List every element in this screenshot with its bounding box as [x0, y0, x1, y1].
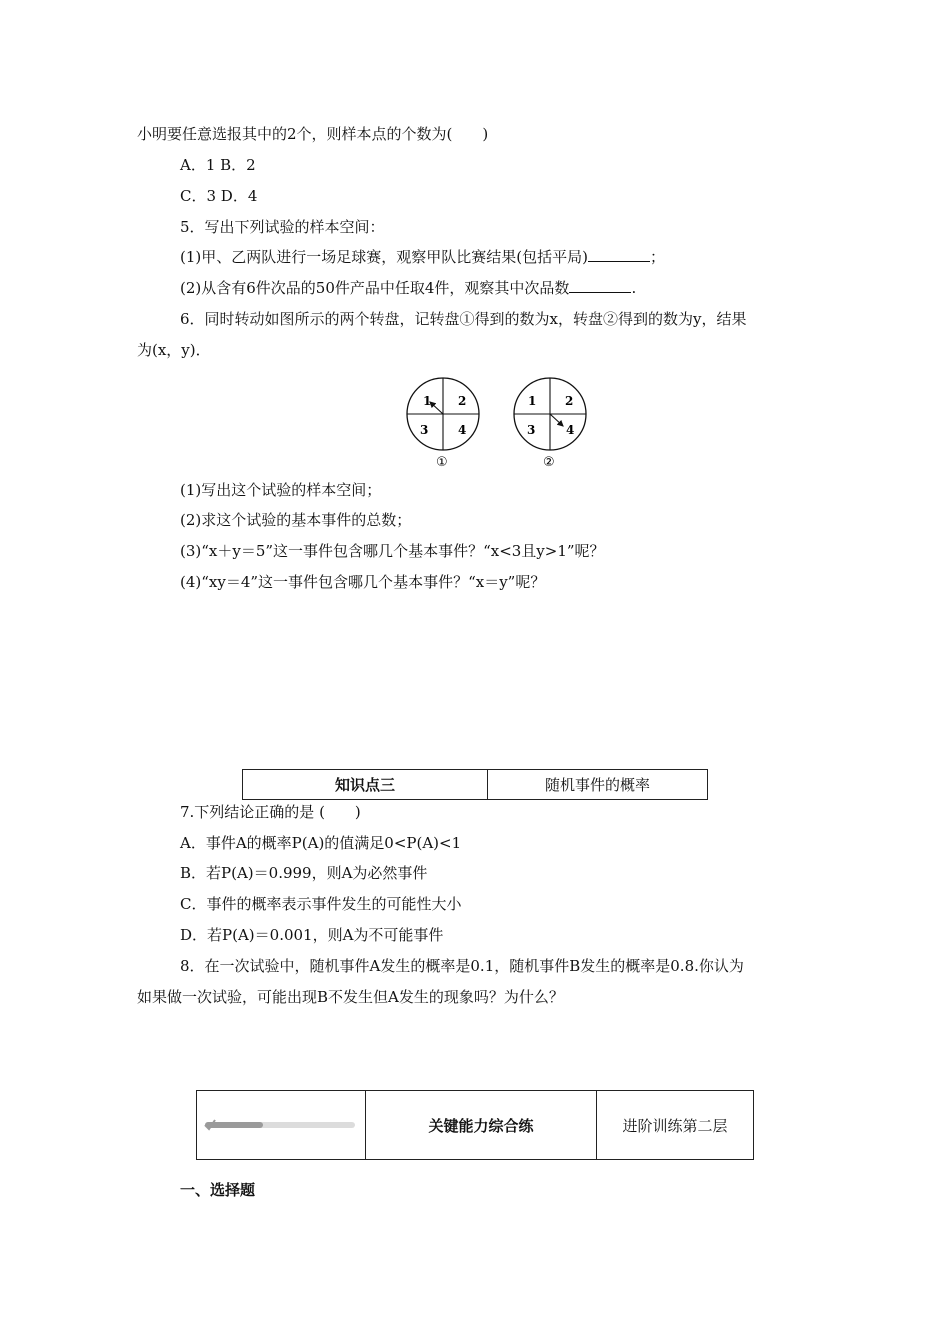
banner-title: 关键能力综合练 — [366, 1091, 597, 1160]
q5-part2-end: . — [631, 279, 637, 297]
q7-stem: 7.下列结论正确的是 ( ) — [180, 803, 361, 821]
q6-stem-line1: 6．同时转动如图所示的两个转盘，记转盘①得到的数为x，转盘②得到的数为y，结果 — [180, 310, 747, 328]
q6-sub1: (1)写出这个试验的样本空间； — [180, 481, 382, 499]
pointer-arrow — [430, 402, 443, 414]
dial2-label: ② — [543, 455, 555, 470]
spinner-dial-1 — [407, 378, 479, 470]
q5-part2 — [180, 278, 636, 298]
banner-decoration-cell — [197, 1091, 366, 1160]
dial2-number-3: 3 — [527, 423, 536, 437]
dial1-number-3: 3 — [420, 423, 429, 437]
dial1-label: ① — [436, 455, 448, 470]
spinner-dial-2 — [514, 378, 586, 470]
q7-option-a: A．事件A的概率P(A)的值满足0<P(A)<1 — [180, 834, 462, 852]
dial1-number-2: 2 — [458, 394, 467, 408]
q6-sub2: (2)求这个试验的基本事件的总数； — [180, 511, 412, 529]
section-heading: 一、选择题 — [180, 1181, 256, 1199]
q6-stem-line2: 为(x，y)． — [137, 341, 211, 359]
section-title: 随机事件的概率 — [488, 770, 708, 800]
practice-banner — [196, 1090, 754, 1160]
pointer-arrow — [550, 414, 563, 426]
q6-sub4: (4)“xy＝4”这一事件包含哪几个基本事件？“x＝y”呢？ — [180, 573, 546, 591]
q5-part1-end: ； — [649, 248, 665, 266]
q7-option-d: D．若P(A)＝0.001，则A为不可能事件 — [180, 926, 444, 944]
q8-line2: 如果做一次试验，可能出现B不发生但A发生的现象吗？为什么？ — [137, 988, 564, 1006]
q4-stem-tail: 小明要任意选报其中的2个，则样本点的个数为( ) — [137, 125, 489, 143]
banner-level: 进阶训练第二层 — [597, 1091, 754, 1160]
q8-line1: 8．在一次试验中，随机事件A发生的概率是0.1，随机事件B发生的概率是0.8.你认为 — [180, 957, 744, 975]
section-header-table — [242, 769, 708, 800]
q5-part2-text: (2)从含有6件次品的50件产品中任取4件，观察其中次品数 — [180, 279, 570, 297]
dial1-number-4: 4 — [458, 423, 467, 437]
answer-blank — [588, 247, 650, 262]
dial1-number-1: 1 — [423, 394, 432, 408]
q7-option-c: C．事件的概率表示事件发生的可能性大小 — [180, 895, 462, 913]
q5-part1-text: (1)甲、乙两队进行一场足球赛，观察甲队比赛结果(包括平局) — [180, 248, 588, 266]
q4-options-ab: A．1 B．2 — [180, 156, 256, 174]
q5-part1 — [180, 247, 665, 267]
dial2-number-4: 4 — [566, 423, 575, 437]
q6-sub3: (3)“x＋y＝5”这一事件包含哪几个基本事件？“x<3且y>1”呢？ — [180, 542, 605, 560]
answer-blank — [569, 278, 631, 293]
dial2-number-2: 2 — [565, 394, 574, 408]
q4-options-cd: C．3 D．4 — [180, 187, 258, 205]
q7-option-b: B．若P(A)＝0.999，则A为必然事件 — [180, 864, 428, 882]
spinner-diagram — [400, 372, 600, 472]
section-number: 知识点三 — [243, 770, 488, 800]
q5-stem: 5．写出下列试验的样本空间： — [180, 218, 385, 236]
progress-bar-icon — [201, 1115, 361, 1135]
dial2-number-1: 1 — [528, 394, 537, 408]
